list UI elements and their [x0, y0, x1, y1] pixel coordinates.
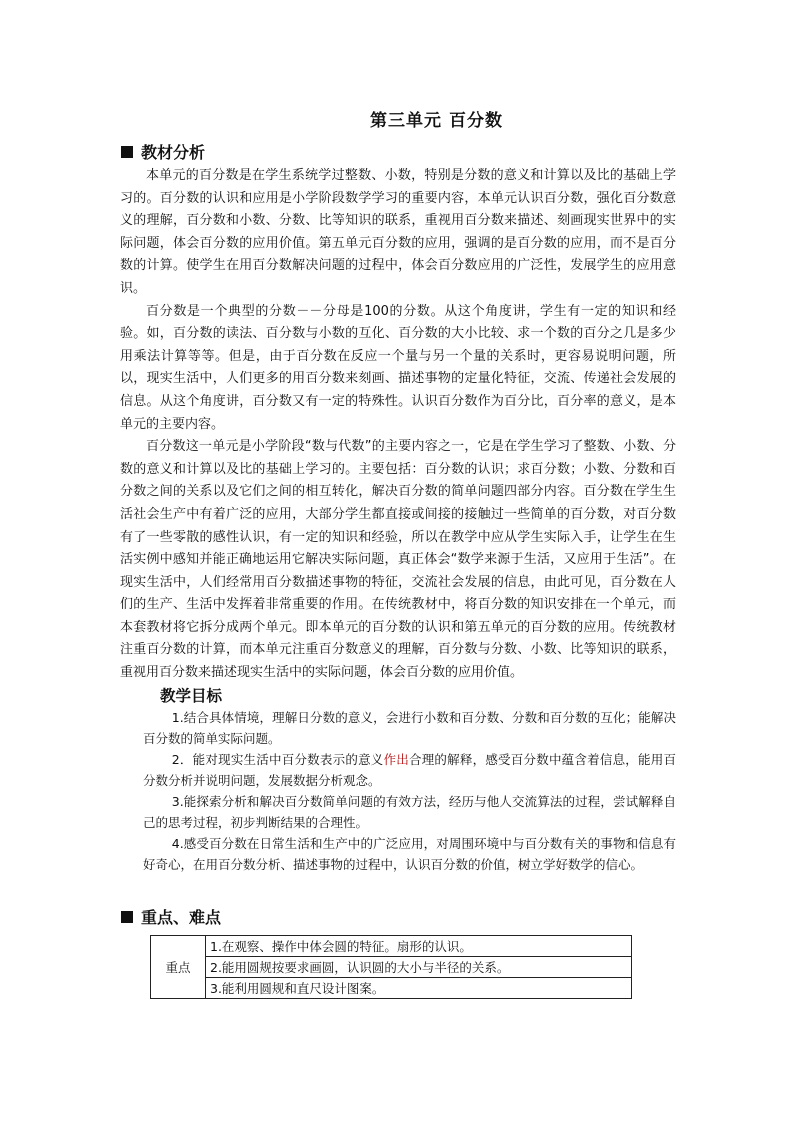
- paragraph: 百分数这一单元是小学阶段“数与代数”的主要内容之一，它是在学生学习了整数、小数、分数的意义和计算以及比的基础上学习的。主要包括：百分数的认识；求百分数；小数、分数和百分数之间的关系以及它们之间的相互转化，解决百分数的简单问题四部分内容。百分数在学生生活社会生产中有着广泛的应用，大部分学生都直接或间接的接触过一些简单的百分数，对百分数有了一些零散的感性认识，有一定的知识和经验，所以在教学中应从学生实际入手，让学生在生活实例中感知并能正确地运用它解决实际问题，真正体会“数学来源于生活，又应用于生活”。在现实生活中，人们经常用百分数描述事物的特征，交流社会发展的信息，由此可见，百分数在人们的生产、生活中发挥着非常重要的作用。在传统教材中，将百分数的知识安排在一个单元，而本套教材将它拆分成两个单元。即本单元的百分数的认识和第五单元的百分数的应用。传统教材注重百分数的计算，而本单元注重百分数意义的理解，百分数与分数、小数、比等知识的联系，重视用百分数来描述现实生活中的实际问题，体会百分数的应用价值。: [120, 439, 676, 681]
- table-row: [151, 936, 632, 957]
- table-label-cell: 重点: [151, 936, 206, 999]
- table-cell: 3.能利用圆规和直尺设计图案。: [206, 978, 632, 999]
- black-square-icon: [121, 146, 133, 158]
- analysis-body: [120, 165, 676, 685]
- goal-text: 合理的解释，感受百分数中蕴含着信息，能用百分数分析并说明问题，发展数据分析观念。: [143, 752, 676, 788]
- table-cell: 1.在观察、操作中体会圆的特征。扇形的认识。: [206, 936, 632, 957]
- section-heading-label: 教材分析: [141, 143, 206, 162]
- goal-item: 3.能探索分析和解决百分数简单问题的有效方法，经历与他人交流算法的过程，尝试解释自己的思考过程，初步判断结果的合理性。: [143, 794, 676, 830]
- goal-item: 1.结合具体情境，理解日分数的意义，会进行小数和百分数、分数和百分数的互化；能解决百分数的简单实际问题。: [143, 710, 676, 746]
- paragraph: 本单元的百分数是在学生系统学过整数、小数，特别是分数的意义和计算以及比的基础上学习的。百分数的认识和应用是小学阶段数学学习的重要内容，本单元认识百分数，强化百分数意义的理解，百分数和小数、分数、比等知识的联系，重视用百分数来描述、刻画现实世界中的实际问题，体会百分数的应用价值。第五单元百分数的应用，强调的是百分数的应用，而不是百分数的计算。使学生在用百分数解决问题的过程中，体会百分数应用的广泛性，发展学生的应用意识。: [120, 168, 676, 296]
- goals-list: [143, 707, 676, 875]
- table-cell: 2.能用圆规按要求画圆，认识圆的大小与半径的关系。: [206, 957, 632, 978]
- table-row: [151, 957, 632, 978]
- goals-heading: 教学目标: [160, 686, 223, 705]
- key-points-table: [150, 935, 632, 999]
- section-heading-analysis: [121, 140, 205, 163]
- paragraph: 百分数是一个典型的分数－－分母是100的分数。从这个角度讲，学生有一定的知识和经验。如，百分数的读法、百分数与小数的互化、百分数的大小比较、求一个数的百分之几是多少用乘法计算等等。但是，由于百分数在反应一个量与另一个量的关系时，更容易说明问题，所以，现实生活中，人们更多的用百分数来刻画、描述事物的定量化特征，交流、传递社会发展的信息。从这个角度讲，百分数又有一定的特殊性。认识百分数作为百分比，百分率的意义，是本单元的主要内容。: [120, 303, 676, 432]
- section-heading-label: 重点、难点: [141, 908, 222, 927]
- goal-text: 2．能对现实生活中百分数表示的意义: [171, 752, 384, 767]
- table-row: [151, 978, 632, 999]
- page-title: 第三单元 百分数: [370, 111, 503, 131]
- goal-item: [143, 749, 676, 791]
- section-heading-key-points: [121, 905, 221, 928]
- goal-item: 4.感受百分数在日常生活和生产中的广泛应用，对周围环境中与百分数有关的事物和信息有好奇心，在用百分数分析、描述事物的过程中，认识百分数的价值，树立学好数学的信心。: [143, 836, 676, 872]
- goal-text-highlight: 作出: [383, 752, 409, 767]
- black-square-icon: [121, 911, 133, 923]
